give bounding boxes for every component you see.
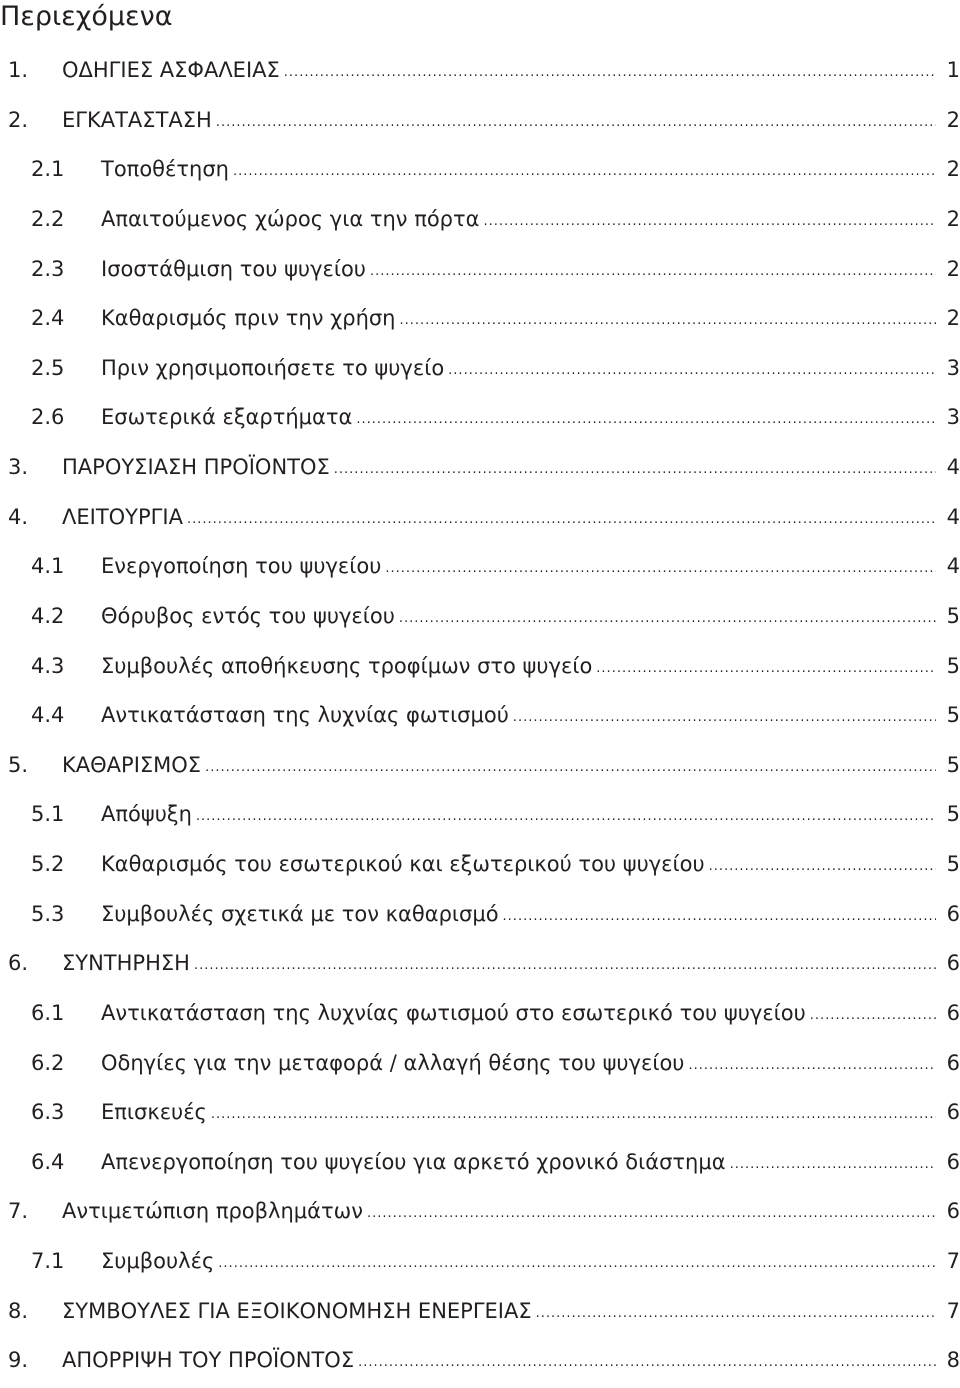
dot-leader xyxy=(358,1338,936,1388)
toc-entry-title: Πριν χρησιμοποιήσετε το ψυγείο xyxy=(101,355,445,380)
toc-entry-title: Απενεργοποίηση του ψυγείου για αρκετό χρονικό διάστημα xyxy=(101,1149,726,1174)
toc-entry-title: Επισκευές xyxy=(101,1100,207,1125)
dot-leader xyxy=(709,842,936,892)
toc-entry-number: 6.2 xyxy=(31,1050,65,1075)
toc-entry-number: 3. xyxy=(8,455,29,479)
page-title: Περιεχόμενα xyxy=(0,1,173,32)
toc-entry[interactable] xyxy=(0,1237,960,1287)
toc-entry-page: 7 xyxy=(946,1249,960,1273)
toc-entry[interactable] xyxy=(0,393,960,443)
toc-entry-page: 5 xyxy=(946,752,960,777)
toc-entry-number: 1. xyxy=(8,58,29,82)
toc-entry-number: 2.4 xyxy=(31,306,65,331)
toc-entry[interactable] xyxy=(0,443,960,493)
toc-entry[interactable] xyxy=(0,1187,960,1237)
dot-leader xyxy=(730,1140,936,1190)
dot-leader xyxy=(688,1041,936,1091)
dot-leader xyxy=(484,197,936,247)
toc-entry-page: 5 xyxy=(946,653,960,678)
toc-entry-page: 7 xyxy=(946,1298,960,1323)
toc-entry-page: 6 xyxy=(946,1050,960,1075)
toc-entry-page: 3 xyxy=(946,405,960,430)
toc-entry-page: 2 xyxy=(946,306,960,331)
toc-entry[interactable] xyxy=(0,741,960,791)
toc-entry-title: Συμβουλές αποθήκευσης τροφίμων στο ψυγείο xyxy=(101,653,593,678)
toc-entry-number: 2.6 xyxy=(31,405,65,430)
toc-entry-title: ΕΓΚΑΤΑΣΤΑΣΗ xyxy=(62,107,212,132)
dot-leader xyxy=(367,1189,936,1239)
dot-leader xyxy=(810,991,936,1041)
toc-entry-number: 2.3 xyxy=(31,256,65,281)
toc-entry-title: ΠΑΡΟΥΣΙΑΣΗ ΠΡΟΪΟΝΤΟΣ xyxy=(62,455,330,479)
toc-entry-page: 1 xyxy=(946,58,960,82)
toc-entry-title: Αντικατάσταση της λυχνίας φωτισμού xyxy=(101,703,509,728)
dot-leader xyxy=(194,941,936,991)
dot-leader xyxy=(400,296,937,346)
dot-leader xyxy=(536,1289,936,1339)
toc-entry-page: 6 xyxy=(946,1000,960,1025)
toc-entry-number: 4.1 xyxy=(31,554,65,579)
toc-entry-title: ΚΑΘΑΡΙΣΜΟΣ xyxy=(62,752,202,777)
toc-entry-page: 6 xyxy=(946,1199,960,1224)
toc-entry[interactable] xyxy=(0,344,960,394)
toc-entry[interactable] xyxy=(0,592,960,642)
toc-entry-page: 3 xyxy=(946,355,960,380)
toc-entry-number: 8. xyxy=(8,1298,29,1323)
toc-entry-page: 4 xyxy=(946,554,960,579)
toc-entry-number: 5.1 xyxy=(31,802,65,827)
dot-leader xyxy=(196,792,936,842)
toc-entry-title: ΑΠΟΡΡΙΨΗ ΤΟΥ ΠΡΟΪΟΝΤΟΣ xyxy=(62,1348,355,1373)
dot-leader xyxy=(334,445,936,495)
toc-entry-number: 2.2 xyxy=(31,206,65,231)
toc-entry-page: 6 xyxy=(946,1149,960,1174)
toc-entry-page: 4 xyxy=(946,455,960,479)
dot-leader xyxy=(211,1090,936,1140)
toc-entry-number: 4.3 xyxy=(31,653,65,678)
toc-entry[interactable] xyxy=(0,96,960,146)
toc-entry-title: Θόρυβος εντός του ψυγείου xyxy=(101,603,395,628)
toc-entry[interactable] xyxy=(0,195,960,245)
toc-entry[interactable] xyxy=(0,790,960,840)
toc-entry[interactable] xyxy=(0,1336,960,1386)
toc-entry[interactable] xyxy=(0,1287,960,1337)
toc-entry-number: 5. xyxy=(8,752,29,777)
toc-entry-number: 2.1 xyxy=(31,157,65,182)
toc-entry-title: Ενεργοποίηση του ψυγείου xyxy=(101,554,382,579)
toc-entry-title: ΛΕΙΤΟΥΡΓΙΑ xyxy=(62,504,183,529)
toc-entry-title: Οδηγίες για την μεταφορά / αλλαγή θέσης του ψυγείου xyxy=(101,1050,685,1075)
toc-entry-number: 5.2 xyxy=(31,852,65,876)
toc-entry-number: 4. xyxy=(8,504,29,529)
toc-entry[interactable] xyxy=(0,1088,960,1138)
dot-leader xyxy=(370,247,936,297)
dot-leader xyxy=(356,395,936,445)
toc-entry-title: Συμβουλές xyxy=(101,1249,215,1273)
dot-leader xyxy=(284,48,936,98)
dot-leader xyxy=(216,98,936,148)
toc-entry[interactable] xyxy=(0,642,960,692)
toc-entry-page: 4 xyxy=(946,504,960,529)
toc-entry-title: Εσωτερικά εξαρτήματα xyxy=(101,405,353,430)
toc-entry[interactable] xyxy=(0,542,960,592)
dot-leader xyxy=(233,147,936,197)
dot-leader xyxy=(513,693,936,743)
toc-entry-page: 5 xyxy=(946,603,960,628)
toc-entry[interactable] xyxy=(0,493,960,543)
toc-entry-number: 4.2 xyxy=(31,603,65,628)
dot-leader xyxy=(503,892,936,942)
toc-entry[interactable] xyxy=(0,691,960,741)
toc-entry-number: 6.3 xyxy=(31,1100,65,1125)
toc-entry[interactable] xyxy=(0,245,960,295)
toc-entry[interactable] xyxy=(0,939,960,989)
toc-entry-page: 5 xyxy=(946,852,960,876)
toc-entry-number: 6. xyxy=(8,951,29,976)
toc-entry-title: ΣΥΝΤΗΡΗΣΗ xyxy=(62,951,190,976)
toc-entry[interactable] xyxy=(0,294,960,344)
toc-entry-page: 5 xyxy=(946,802,960,827)
dot-leader xyxy=(596,644,936,694)
toc-entry[interactable] xyxy=(0,840,960,890)
toc-entry-page: 8 xyxy=(946,1348,960,1373)
toc-entry[interactable] xyxy=(0,890,960,940)
toc-entry-title: Απόψυξη xyxy=(101,802,192,827)
dot-leader xyxy=(187,495,936,545)
toc-entry-number: 7.1 xyxy=(31,1249,65,1273)
toc-entry-number: 6.4 xyxy=(31,1149,65,1174)
toc-entry-title: Αντιμετώπιση προβλημάτων xyxy=(62,1199,363,1224)
toc-entry-title: Αντικατάσταση της λυχνίας φωτισμού στο εσωτερικό του ψυγείου xyxy=(101,1000,806,1025)
toc-entry[interactable] xyxy=(0,1039,960,1089)
toc-entry-number: 5.3 xyxy=(31,901,65,926)
toc-entry[interactable] xyxy=(0,1138,960,1188)
dot-leader xyxy=(448,346,936,396)
toc-entry-title: Συμβουλές σχετικά με τον καθαρισμό xyxy=(101,901,499,926)
toc-entry-number: 4.4 xyxy=(31,703,65,728)
toc-entry-page: 2 xyxy=(946,107,960,132)
toc-entry-page: 2 xyxy=(946,157,960,182)
toc-entry-number: 9. xyxy=(8,1348,29,1373)
toc-entry-page: 5 xyxy=(946,703,960,728)
dot-leader xyxy=(385,544,936,594)
toc-entry-number: 2.5 xyxy=(31,355,65,380)
toc-entry[interactable] xyxy=(0,46,960,96)
toc-entry-page: 6 xyxy=(946,901,960,926)
toc-entry[interactable] xyxy=(0,989,960,1039)
toc-entry-title: Καθαρισμός πριν την χρήση xyxy=(101,306,396,331)
toc-entry-title: Ισοστάθμιση του ψυγείου xyxy=(101,256,366,281)
toc-entry-title: Απαιτούμενος χώρος για την πόρτα xyxy=(101,206,480,231)
toc-entry-title: ΟΔΗΓΙΕΣ ΑΣΦΑΛΕΙΑΣ xyxy=(62,58,280,82)
toc-entry-title: Τοποθέτηση xyxy=(101,157,229,182)
dot-leader xyxy=(218,1239,936,1289)
toc-entry-title: Καθαρισμός του εσωτερικού και εξωτερικού του ψυγείου xyxy=(101,852,705,876)
dot-leader xyxy=(205,743,936,793)
toc-entry-page: 6 xyxy=(946,951,960,976)
toc-entry-title: ΣΥΜΒΟΥΛΕΣ ΓΙΑ ΕΞΟΙΚΟΝΟΜΗΣΗ ΕΝΕΡΓΕΙΑΣ xyxy=(62,1298,532,1323)
toc-entry-page: 6 xyxy=(946,1100,960,1125)
toc-entry-number: 2. xyxy=(8,107,29,132)
dot-leader xyxy=(399,594,936,644)
toc-entry-number: 6.1 xyxy=(31,1000,65,1025)
toc-entry[interactable] xyxy=(0,145,960,195)
toc-entry-page: 2 xyxy=(946,256,960,281)
toc-entry-number: 7. xyxy=(8,1199,29,1224)
table-of-contents xyxy=(0,46,960,1386)
toc-entry-page: 2 xyxy=(946,206,960,231)
